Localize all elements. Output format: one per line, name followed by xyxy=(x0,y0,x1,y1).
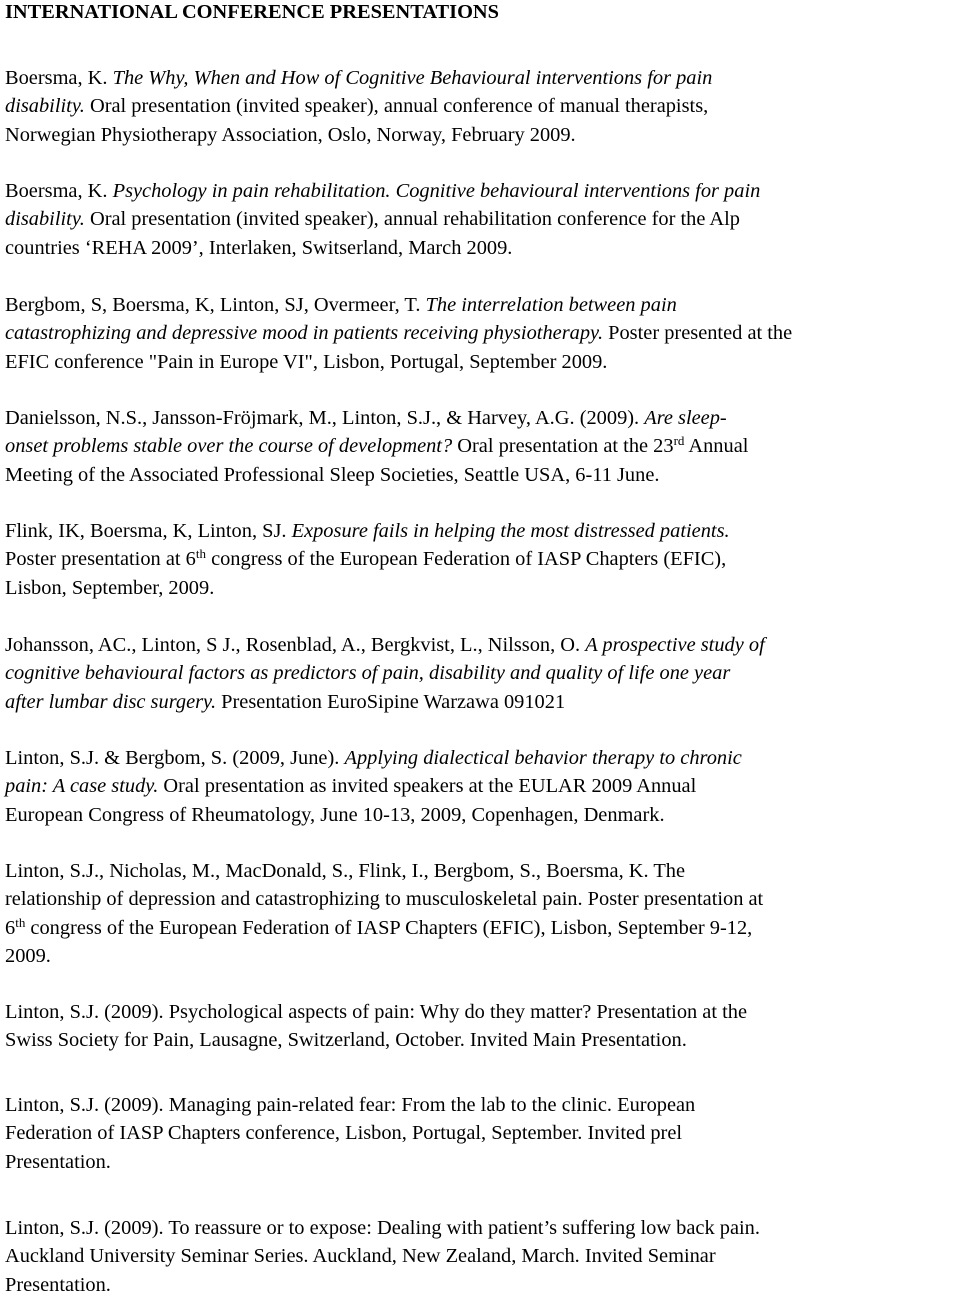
citation-line xyxy=(5,404,957,432)
citation-title: after lumbar disc surgery. xyxy=(5,690,217,713)
citation-title: disability. xyxy=(5,208,85,231)
citation-line xyxy=(5,545,957,573)
citation-segment: congress of the European Federation of IASP Chapters (EFIC), Lisbon, September 9-12, xyxy=(25,916,753,939)
citation-line xyxy=(5,177,957,205)
citation-text xyxy=(5,404,957,489)
citation-segment: 2009. xyxy=(5,945,51,968)
citation-line xyxy=(5,348,957,376)
citation-line xyxy=(5,1119,957,1147)
citation-segment: relationship of depression and catastrophizing to musculoskeletal pain. Poster presentation at xyxy=(5,888,764,911)
presentation-entry xyxy=(5,291,957,376)
citation-title: Applying dialectical behavior therapy to chronic xyxy=(344,747,742,769)
citation-segment: Oral presentation (invited speaker), annual conference of manual therapists, xyxy=(84,95,709,118)
presentation-entry xyxy=(5,517,957,602)
citation-segment: Flink, IK, Boersma, K, Linton, SJ. xyxy=(5,520,292,542)
citation-segment: Boersma, K. xyxy=(5,180,113,202)
ordinal-suffix: rd xyxy=(673,433,685,449)
citation-line xyxy=(5,631,957,659)
presentation-entry xyxy=(5,1091,957,1176)
citation-text xyxy=(5,998,957,1055)
citation-line xyxy=(5,659,957,687)
citation-segment: Norwegian Physiotherapy Association, Oslo, Norway, February 2009. xyxy=(5,123,576,146)
citation-line xyxy=(5,234,957,262)
citation-title: Exposure fails in helping the most distressed patients. xyxy=(291,520,730,542)
citation-segment: Poster presented at the xyxy=(603,322,793,345)
presentation-entry xyxy=(5,177,957,262)
presentation-entry xyxy=(5,404,957,489)
citation-text xyxy=(5,857,957,971)
citation-title: cognitive behavioural factors as predictors of pain, disability and quality of life one year xyxy=(5,662,731,685)
citation-title: The Why, When and How of Cognitive Behavioural interventions for pain xyxy=(112,67,713,89)
citation-segment: countries ‘REHA 2009’, Interlaken, Switserland, March 2009. xyxy=(5,236,513,259)
citation-segment: European Congress of Rheumatology, June 10-13, 2009, Copenhagen, Denmark. xyxy=(5,803,665,826)
presentation-entry xyxy=(5,64,957,149)
presentation-entry xyxy=(5,1214,957,1299)
citation-title: pain: A case study. xyxy=(5,775,159,798)
citation-segment: Linton, S.J. (2009). Managing pain-related fear: From the lab to the clinic. European xyxy=(5,1094,696,1116)
citation-line xyxy=(5,205,957,233)
citation-line xyxy=(5,291,957,319)
citation-title: Psychology in pain rehabilitation. Cognitive behavioural interventions for pain xyxy=(112,180,761,202)
presentation-entry xyxy=(5,998,957,1055)
citation-segment: Oral presentation at the 23 xyxy=(452,435,674,458)
citation-text xyxy=(5,291,957,376)
citation-line xyxy=(5,1242,957,1270)
citation-segment: Presentation. xyxy=(5,1150,111,1173)
citation-text xyxy=(5,631,957,716)
citation-line xyxy=(5,998,957,1026)
page-title: INTERNATIONAL CONFERENCE PRESENTATIONS xyxy=(5,1,499,23)
citation-line xyxy=(5,744,957,772)
citation-segment: Auckland University Seminar Series. Auckland, New Zealand, March. Invited Seminar xyxy=(5,1245,716,1268)
citation-title: Are sleep- xyxy=(644,407,727,429)
citation-title: catastrophizing and depressive mood in patients receiving physiotherapy. xyxy=(5,322,604,345)
citation-text xyxy=(5,177,957,262)
citation-line xyxy=(5,1091,957,1119)
citation-segment: Linton, S.J., Nicholas, M., MacDonald, S., Flink, I., Bergbom, S., Boersma, K. The xyxy=(5,860,686,882)
citation-segment: Linton, S.J. (2009). To reassure or to expose: Dealing with patient’s suffering low back pain. xyxy=(5,1217,760,1239)
citation-line xyxy=(5,517,957,545)
citation-segment: Oral presentation (invited speaker), annual rehabilitation conference for the Alp xyxy=(84,208,740,231)
ordinal-suffix: th xyxy=(195,546,206,562)
citation-line xyxy=(5,801,957,829)
ordinal-suffix: th xyxy=(15,914,26,930)
citation-segment: 6 xyxy=(5,916,16,939)
citation-line xyxy=(5,121,957,149)
presentation-entry xyxy=(5,857,957,971)
citation-segment: Poster presentation at 6 xyxy=(5,548,196,571)
citation-line xyxy=(5,1214,957,1242)
presentation-entry xyxy=(5,631,957,716)
citation-text xyxy=(5,64,957,149)
citation-line xyxy=(5,688,957,716)
citation-line xyxy=(5,1148,957,1176)
citation-line xyxy=(5,857,957,885)
citation-segment: Meeting of the Associated Professional Sleep Societies, Seattle USA, 6-11 June. xyxy=(5,463,660,486)
citation-line xyxy=(5,942,957,970)
citation-segment: Boersma, K. xyxy=(5,67,113,89)
citation-segment: Presentation EuroSipine Warzawa 091021 xyxy=(216,690,566,713)
citation-text xyxy=(5,1214,957,1299)
citation-title: A prospective study of xyxy=(585,634,765,656)
citation-title: onset problems stable over the course of development? xyxy=(5,435,453,458)
citation-segment: Annual xyxy=(684,435,749,458)
citation-line xyxy=(5,1026,957,1054)
citation-segment: Oral presentation as invited speakers at the EULAR 2009 Annual xyxy=(158,775,697,798)
citation-line xyxy=(5,92,957,120)
citation-line xyxy=(5,885,957,913)
citation-segment: Lisbon, September, 2009. xyxy=(5,576,215,599)
citation-title: The interrelation between pain xyxy=(425,294,677,316)
citation-segment: Federation of IASP Chapters conference, Lisbon, Portugal, September. Invited prel xyxy=(5,1122,683,1145)
citation-segment: Linton, S.J. & Bergbom, S. (2009, June). xyxy=(5,747,345,769)
citation-line xyxy=(5,772,957,800)
citation-text xyxy=(5,744,957,829)
citation-segment: congress of the European Federation of IASP Chapters (EFIC), xyxy=(205,548,727,571)
citation-segment: Johansson, AC., Linton, S J., Rosenblad, A., Bergkvist, L., Nilsson, O. xyxy=(5,634,586,656)
citation-line xyxy=(5,461,957,489)
citation-segment: Presentation. xyxy=(5,1273,111,1296)
citation-line xyxy=(5,432,957,460)
citation-text xyxy=(5,517,957,602)
citation-line xyxy=(5,914,957,942)
citation-line xyxy=(5,574,957,602)
citation-text xyxy=(5,1091,957,1176)
citation-title: disability. xyxy=(5,95,85,118)
citation-line xyxy=(5,319,957,347)
citation-segment: Danielsson, N.S., Jansson-Fröjmark, M., Linton, S.J., & Harvey, A.G. (2009). xyxy=(5,407,645,429)
citation-segment: Linton, S.J. (2009). Psychological aspects of pain: Why do they matter? Presentation at the xyxy=(5,1001,748,1023)
citation-segment: EFIC conference "Pain in Europe VI", Lisbon, Portugal, September 2009. xyxy=(5,350,608,373)
presentation-entry xyxy=(5,744,957,829)
citation-segment: Swiss Society for Pain, Lausagne, Switzerland, October. Invited Main Presentation. xyxy=(5,1029,687,1052)
citation-segment: Bergbom, S, Boersma, K, Linton, SJ, Overmeer, T. xyxy=(5,294,426,316)
citation-line xyxy=(5,64,957,92)
